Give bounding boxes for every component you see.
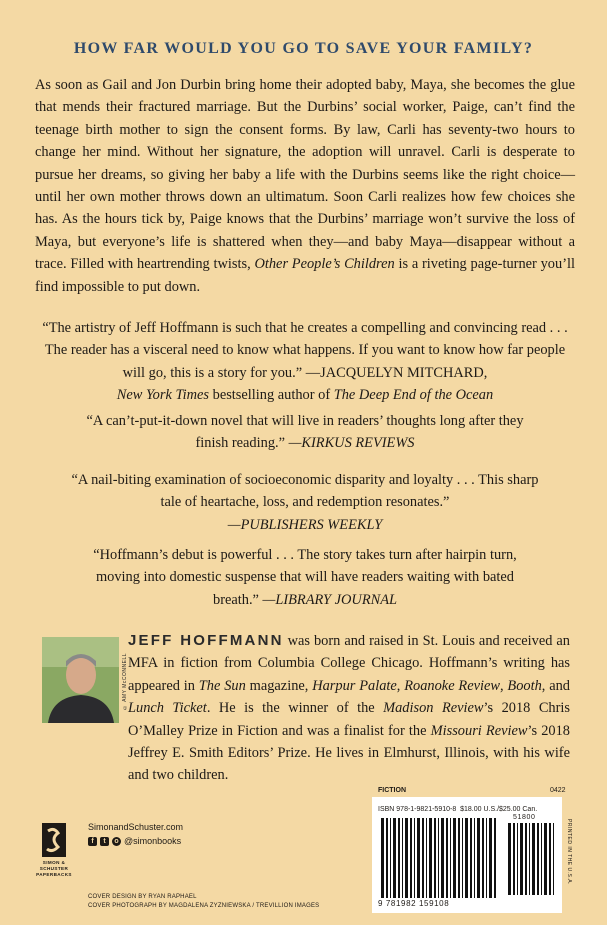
cover-design-credit: COVER DESIGN BY RYAN RAPHAEL xyxy=(88,894,197,900)
barcode-bar xyxy=(398,818,400,898)
quote-attribution-mid: bestselling author of xyxy=(209,387,334,404)
barcode-bar xyxy=(553,823,554,895)
author-bio: JEFF HOFFMANN was born and raised in St. Louis and received an MFA in fiction from Columbia College Chicago. Hoffmann’s writing has appeared in The Sun magazine, Harpur Palate, Roanoke Review, Booth, and Lunch Ticket. He is the winner of the Madison Review’s 2018 Chris O’Malley Prize in Fiction and was a finalist for the Missouri Review’s 2018 Jeffrey E. Smith Editors’ Prize. He lives in Elmhurst, Illinois, with his wife and two children. xyxy=(128,632,570,784)
quote-text: “A can’t-put-it-down novel that will live in readers’ thoughts long after they finish reading.” xyxy=(86,413,524,452)
barcode-bar xyxy=(390,818,391,898)
barcode-bar xyxy=(458,818,460,898)
barcode-bar xyxy=(489,818,492,898)
publisher-website-link[interactable]: SimonandSchuster.com xyxy=(88,822,184,832)
quote-text: “A nail-biting examination of socioeconomic disparity and loyalty . . . This sharp tale of heartache, loss, and redemption resonates.” xyxy=(71,472,539,511)
synopsis-text-end: is a riveting page-turner you’ll find impossible to put down. xyxy=(35,256,575,295)
barcode-bar xyxy=(446,818,448,898)
barcode-bar xyxy=(513,823,515,895)
quote-source: —KIRKUS REVIEWS xyxy=(288,435,415,452)
barcode-bar xyxy=(482,818,484,898)
barcode-bar xyxy=(462,818,463,898)
price-barcode-icon xyxy=(508,823,558,909)
barcode-bar xyxy=(426,818,427,898)
barcode-bar xyxy=(414,818,415,898)
quote-publication: New York Times xyxy=(116,387,210,404)
twitter-icon[interactable]: t xyxy=(100,837,109,846)
barcode-bar xyxy=(405,818,408,898)
synopsis-book-title: Other People’s Children xyxy=(254,256,395,273)
barcode-bar xyxy=(529,823,530,895)
barcode-bar xyxy=(450,818,451,898)
cover-credits xyxy=(88,893,319,911)
photo-credit: © AMY McCONNELL xyxy=(122,652,128,710)
barcode-bar xyxy=(549,823,551,895)
barcode-bar xyxy=(393,818,396,898)
barcode-bar xyxy=(537,823,539,895)
quote-text: “Hoffmann’s debut is powerful . . . The story takes turn after hairpin turn, moving into domestic suspense that will have readers waiting with bated breath.” xyxy=(93,547,517,608)
barcode-bar xyxy=(465,818,468,898)
printed-in-usa: PRINTED IN THE U.S.A. xyxy=(566,819,572,885)
barcode-bar xyxy=(508,823,511,895)
isbn-text: ISBN 978-1-9821-5910-8 xyxy=(378,806,457,813)
review-quote-library-journal xyxy=(75,544,535,611)
barcode-bar xyxy=(434,818,436,898)
barcode-bar xyxy=(470,818,472,898)
review-quote-publishers-weekly xyxy=(70,469,540,536)
barcode-bar xyxy=(453,818,456,898)
facebook-icon[interactable]: f xyxy=(88,837,97,846)
barcode-bar xyxy=(441,818,444,898)
barcode-bar xyxy=(541,823,542,895)
print-code: 0422 xyxy=(550,787,566,794)
barcode-digits: 9 781982 159108 xyxy=(378,899,450,908)
genre-label: FICTION xyxy=(378,787,406,794)
barcode-bar xyxy=(381,818,384,898)
social-links xyxy=(88,836,181,846)
barcode-bar xyxy=(429,818,432,898)
barcode-bar xyxy=(422,818,424,898)
price-code: 51800 xyxy=(513,814,536,821)
social-handle[interactable]: @simonbooks xyxy=(124,836,182,846)
isbn-barcode-icon xyxy=(381,818,497,898)
quote-source: —PUBLISHERS WEEKLY xyxy=(227,516,383,533)
barcode-bar xyxy=(486,818,487,898)
isbn-price-line xyxy=(378,806,537,813)
barcode-bar xyxy=(544,823,547,895)
publisher-imprint-label: SIMON & SCHUSTER PAPERBACKS xyxy=(36,860,72,877)
quote-source: —LIBRARY JOURNAL xyxy=(262,591,397,608)
review-quote-kirkus xyxy=(80,410,530,455)
quote-text: “The artistry of Jeff Hoffmann is such that he creates a compelling and convincing read . . . The reader has a visceral need to know what happens. If you want to know how far people will go, this is a story for you.” —JACQUELYN MITCHARD, xyxy=(42,320,568,381)
review-quote-mitchard xyxy=(40,317,570,407)
instagram-icon[interactable]: o xyxy=(112,837,121,846)
barcode-bar xyxy=(410,818,412,898)
price-text: $18.00 U.S./$25.00 Can. xyxy=(460,806,538,813)
barcode-bar xyxy=(525,823,527,895)
barcode-bar xyxy=(532,823,535,895)
synopsis-text: As soon as Gail and Jon Durbin bring home their adopted baby, Maya, she becomes the glue that mends their fractured marriage. But the Durbins’ social worker, Paige, can’t find the teenage birth mother to sign the consent forms. By law, Carli has seventy-two hours to change her mind. Without her signature, the adoption will unravel. Carli is desperate to pursue her dreams, so giving her baby a life with the Durbins seems like the right choice—until her own mother throws down an ultimatum. Soon Carli realizes how few choices she has. As the hours tick by, Paige knows that the Durbins’ marriage won’t survive the loss of Maya, but everyone’s life is shattered when they—and baby Maya—disappear without a trace. Filled with heartrending twists, xyxy=(35,77,575,273)
barcode-bar xyxy=(494,818,496,898)
author-name: JEFF HOFFMANN xyxy=(128,632,284,649)
barcode-bar xyxy=(474,818,475,898)
barcode-bar xyxy=(386,818,388,898)
barcode-bar xyxy=(517,823,518,895)
barcode-bar xyxy=(438,818,439,898)
barcode-bar xyxy=(520,823,523,895)
quote-book-title: The Deep End of the Ocean xyxy=(333,387,494,404)
author-portrait-icon xyxy=(42,637,119,723)
barcode-bar xyxy=(417,818,420,898)
barcode-bar xyxy=(402,818,403,898)
cover-photo-credit: COVER PHOTOGRAPH BY MAGDALENA ZYZNIEWSKA / TREVILLION IMAGES xyxy=(88,903,320,909)
synopsis-paragraph xyxy=(35,74,575,298)
tagline-headline: HOW FAR WOULD YOU GO TO SAVE YOUR FAMILY? xyxy=(73,40,534,57)
barcode-bar xyxy=(477,818,480,898)
author-photo xyxy=(42,637,119,723)
